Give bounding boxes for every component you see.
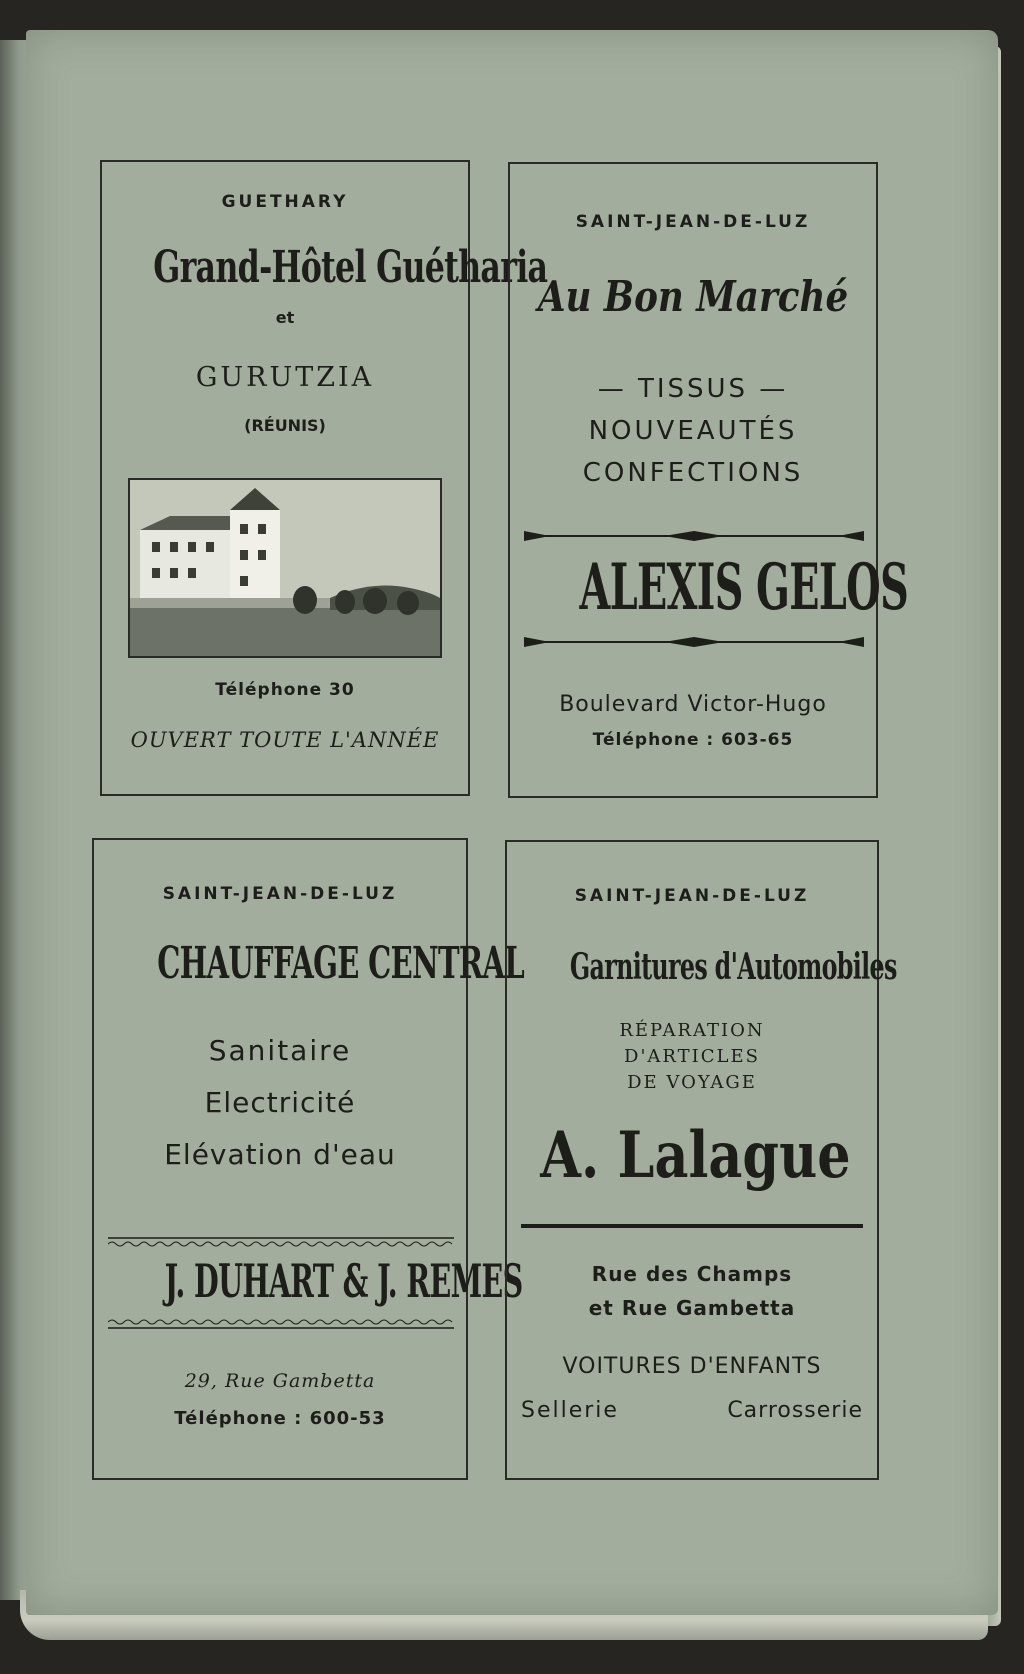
ad-address-1: Rue des Champs — [591, 1262, 793, 1286]
ad-line-3: DE VOYAGE — [627, 1072, 757, 1093]
ad-title: CHAUFFAGE CENTRAL — [157, 938, 525, 989]
ad-telephone: Téléphone 30 — [215, 680, 355, 700]
ad-left-item: Sellerie — [521, 1398, 619, 1423]
ad-owner: A. Lalague — [540, 1118, 851, 1193]
ad-lalague — [505, 840, 897, 1480]
ad-town: GUETHARY — [221, 192, 349, 212]
ad-town: SAINT-JEAN-DE-LUZ — [162, 884, 398, 904]
ad-title: Au Bon Marché — [537, 272, 849, 321]
ad-town: SAINT-JEAN-DE-LUZ — [575, 212, 811, 232]
ad-owner: J. DUHART & J. REMES — [164, 1254, 523, 1308]
ad-grand-hotel-guetharia — [100, 160, 548, 796]
ad-line-1: — TISSUS — — [597, 374, 789, 404]
ad-second-name: GURUTZIA — [195, 362, 375, 393]
hotel-photo-illustration — [130, 480, 440, 656]
ad-au-bon-marche — [508, 162, 909, 798]
ad-title: Grand-Hôtel Guétharia — [153, 242, 548, 293]
heavy-rule — [521, 1224, 863, 1228]
wavy-rule-bottom — [108, 1318, 454, 1330]
ad-note: (RÉUNIS) — [244, 416, 326, 435]
wavy-rule-top — [108, 1236, 454, 1248]
ad-right-item: Carrosserie — [727, 1398, 863, 1423]
ad-conjunction: et — [275, 308, 295, 327]
ad-telephone: Téléphone : 600-53 — [174, 1408, 386, 1429]
ad-line-3: CONFECTIONS — [582, 458, 804, 488]
ad-owner: ALEXIS GELOS — [579, 550, 909, 625]
ad-telephone: Téléphone : 603-65 — [592, 730, 794, 750]
ad-line-2: NOUVEAUTÉS — [588, 416, 798, 446]
hotel-photo — [128, 478, 442, 658]
ad-line-1: RÉPARATION — [619, 1020, 765, 1041]
ad-town: SAINT-JEAN-DE-LUZ — [574, 886, 810, 906]
ad-address: Boulevard Victor-Hugo — [559, 692, 827, 717]
arrow-rule-top — [524, 528, 864, 544]
ad-chauffage-central — [92, 838, 525, 1480]
ad-line-2: D'ARTICLES — [624, 1046, 760, 1067]
arrow-rule-bottom — [524, 634, 864, 650]
ad-address: 29, Rue Gambetta — [184, 1370, 376, 1392]
ad-address-2: et Rue Gambetta — [588, 1296, 796, 1320]
ad-line-1: Sanitaire — [208, 1034, 352, 1067]
ad-line-4: VOITURES D'ENFANTS — [562, 1354, 822, 1379]
ad-title: Garnitures d'Automobiles — [569, 946, 897, 988]
ad-line-2: Electricité — [204, 1086, 356, 1119]
ad-line-3: Elévation d'eau — [164, 1138, 396, 1171]
ad-hours: OUVERT TOUTE L'ANNÉE — [130, 728, 440, 752]
